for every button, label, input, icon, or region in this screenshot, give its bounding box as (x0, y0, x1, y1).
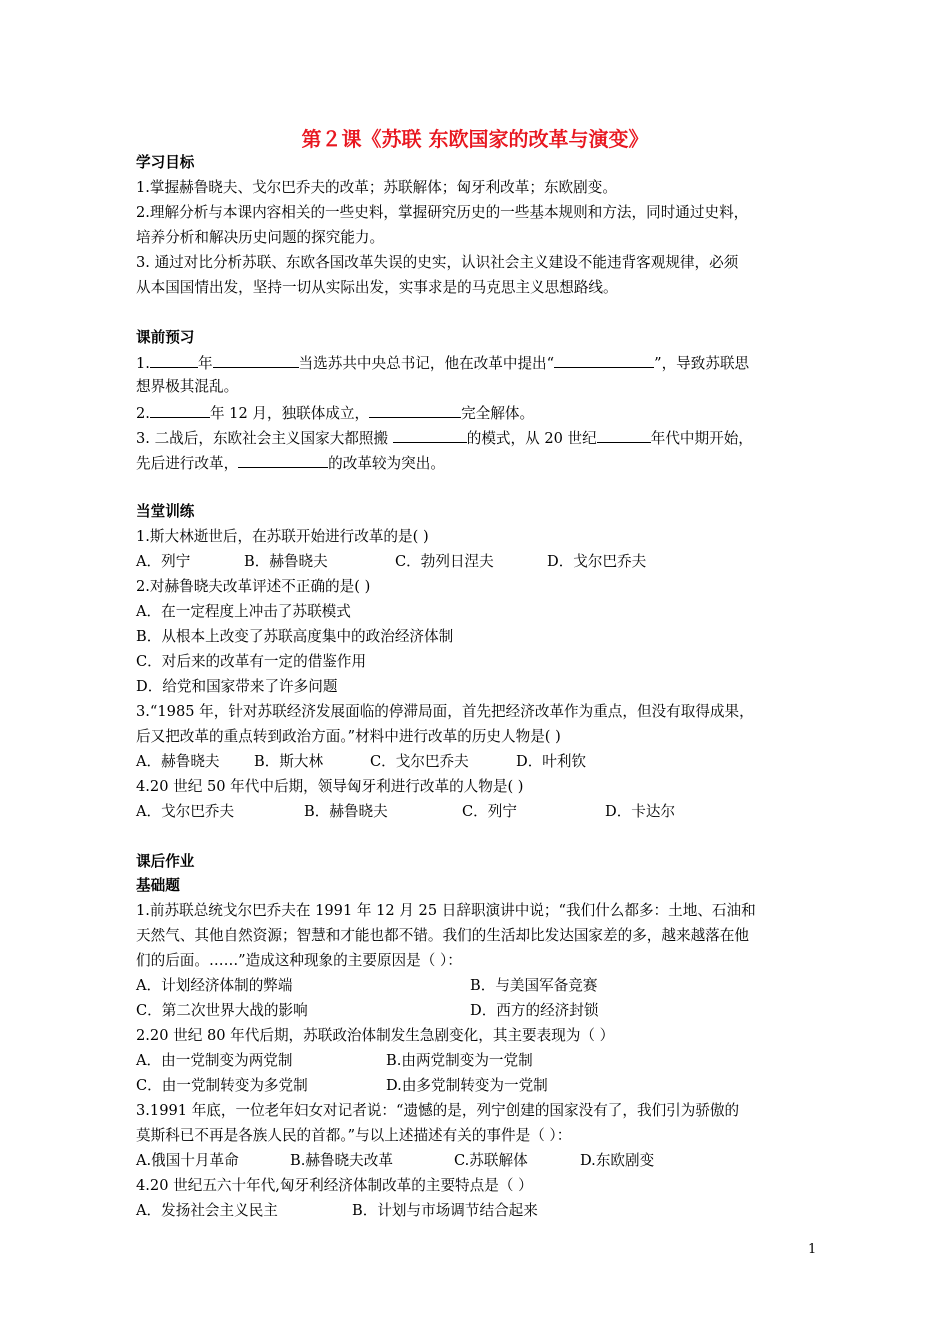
option-c[interactable]: C．戈尔巴乔夫 (370, 753, 469, 770)
goal-3-line-1: 3. 通过对比分析苏联、东欧各国改革失误的史实，认识社会主义建设不能违背客观规律，必须 (136, 254, 739, 271)
preview-q2 (136, 402, 534, 424)
preview-q1-text-b: 当选苏共中央总书记，他在改革中提出“ (298, 355, 555, 372)
subheading-basic: 基础题 (136, 877, 180, 894)
preview-q1-line-2: 想界极其混乱。 (136, 378, 239, 395)
preview-q2-text-b: 完全解体。 (461, 405, 535, 422)
preview-q3-text-b: 的模式，从 20 世纪 (466, 430, 597, 447)
heading-preview: 课前预习 (136, 329, 195, 346)
option-d[interactable]: D．叶利钦 (516, 753, 587, 770)
heading-class-practice: 当堂训练 (136, 503, 195, 520)
option-c[interactable]: C.苏联解体 (454, 1152, 528, 1169)
option-a[interactable]: A．发扬社会主义民主 (136, 1202, 278, 1219)
option-d[interactable]: D．西方的经济封锁 (470, 1002, 599, 1019)
option-b[interactable]: B．从根本上改变了苏联高度集中的政治经济体制 (136, 628, 454, 645)
homework-q1-line-2: 天然气、其他自然资源；智慧和才能也都不错。我们的生活却比发达国家差的多，越来越落在他 (136, 927, 749, 944)
page-number: 1 (808, 1242, 817, 1257)
option-a[interactable]: A．戈尔巴乔夫 (136, 803, 235, 820)
homework-q2-options-cd (136, 1076, 836, 1098)
option-d[interactable]: D．卡达尔 (605, 803, 676, 820)
preview-q2-text-a: 年 12 月，独联体成立， (209, 405, 370, 422)
fill-blank[interactable] (150, 402, 210, 418)
preview-q3-text-a: 3. 二战后，东欧社会主义国家大都照搬 (136, 430, 393, 447)
homework-q3-line-2: 莫斯科已不再是各族人民的首都。”与以上述描述有关的事件是（ ）： (136, 1127, 572, 1144)
option-d[interactable]: D．戈尔巴乔夫 (547, 553, 647, 570)
preview-q1-text-c: ”，导致苏联思 (654, 355, 750, 372)
homework-q3-options (136, 1151, 836, 1173)
practice-q3-options (136, 752, 836, 774)
option-a[interactable]: A.俄国十月革命 (136, 1152, 239, 1169)
fill-blank[interactable] (597, 427, 651, 443)
option-b[interactable]: B．赫鲁晓夫 (244, 553, 328, 570)
lesson-title: 第２课《苏联 东欧国家的改革与演变》 (301, 127, 649, 151)
fill-blank[interactable] (554, 352, 654, 368)
practice-q4: 4.20 世纪 50 年代中后期，领导匈牙利进行改革的人物是( ) (136, 778, 524, 795)
preview-q1-number: 1. (136, 355, 150, 372)
option-b[interactable]: B．计划与市场调节结合起来 (352, 1202, 538, 1219)
homework-q3-line-1: 3.1991 年底，一位老年妇女对记者说：“遗憾的是，列宁创建的国家没有了，我们引为骄傲的 (136, 1102, 740, 1119)
homework-q1-options-cd (136, 1001, 836, 1023)
practice-q4-options (136, 802, 836, 824)
option-a[interactable]: A．赫鲁晓夫 (136, 753, 220, 770)
preview-q3-text-d: 先后进行改革， (136, 455, 239, 472)
goal-1: 1.掌握赫鲁晓夫、戈尔巴乔夫的改革；苏联解体；匈牙利改革；东欧剧变。 (136, 179, 617, 196)
option-a[interactable]: A．在一定程度上冲击了苏联模式 (136, 603, 351, 620)
option-c[interactable]: C．列宁 (462, 803, 517, 820)
option-c[interactable]: C．勃列日涅夫 (395, 553, 494, 570)
option-d[interactable]: D．给党和国家带来了许多问题 (136, 678, 338, 695)
preview-q1-text-a: 年 (197, 355, 213, 372)
heading-homework: 课后作业 (136, 853, 195, 870)
homework-q2-options-ab (136, 1051, 836, 1073)
homework-q1-options-ab (136, 976, 836, 998)
option-d[interactable]: D.东欧剧变 (580, 1152, 655, 1169)
option-b[interactable]: B．赫鲁晓夫 (304, 803, 388, 820)
homework-q1-line-3: 们的后面。……”造成这种现象的主要原因是（ ）： (136, 952, 462, 969)
homework-q4: 4.20 世纪五六十年代,匈牙利经济体制改革的主要特点是（ ） (136, 1177, 533, 1194)
preview-q1-line-1 (136, 352, 749, 374)
heading-learning-goals: 学习目标 (136, 154, 195, 171)
homework-q1-line-1: 1.前苏联总统戈尔巴乔夫在 1991 年 12 月 25 日辞职演讲中说；“我们什么都多：土地、石油和 (136, 902, 756, 919)
goal-3-line-2: 从本国国情出发，坚持一切从实际出发，实事求是的马克思主义思想路线。 (136, 279, 618, 296)
option-b[interactable]: B.由两党制变为一党制 (386, 1052, 533, 1069)
option-c[interactable]: C．第二次世界大战的影响 (136, 1002, 308, 1019)
option-c[interactable]: C．对后来的改革有一定的借鉴作用 (136, 653, 367, 670)
practice-q2: 2.对赫鲁晓夫改革评述不正确的是( ) (136, 578, 371, 595)
practice-q3-line-1: 3.“1985 年，针对苏联经济发展面临的停滞局面，首先把经济改革作为重点，但没有取得成果， (136, 703, 754, 720)
fill-blank[interactable] (393, 427, 467, 443)
preview-q3-text-e: 的改革较为突出。 (328, 455, 445, 472)
practice-q1: 1.斯大林逝世后，在苏联开始进行改革的是( ) (136, 528, 429, 545)
preview-q3-text-c: 年代中期开始， (650, 430, 753, 447)
fill-blank[interactable] (213, 352, 299, 368)
fill-blank[interactable] (150, 352, 198, 368)
option-c[interactable]: C．由一党制转变为多党制 (136, 1077, 308, 1094)
homework-q2: 2.20 世纪 80 年代后期，苏联政治体制发生急剧变化，其主要表现为（ ） (136, 1027, 615, 1044)
option-a[interactable]: A．由一党制变为两党制 (136, 1052, 293, 1069)
practice-q3-line-2: 后又把改革的重点转到政治方面。”材料中进行改革的历史人物是( ) (136, 728, 561, 745)
option-b[interactable]: B．与美国军备竞赛 (470, 977, 598, 994)
homework-q4-options (136, 1201, 836, 1223)
fill-blank[interactable] (238, 452, 328, 468)
goal-2-line-1: 2.理解分析与本课内容相关的一些史料，掌握研究历史的一些基本规则和方法，同时通过史料， (136, 204, 749, 221)
preview-q3-line-2 (136, 452, 445, 474)
fill-blank[interactable] (369, 402, 461, 418)
option-a[interactable]: A．列宁 (136, 553, 191, 570)
option-b[interactable]: B.赫鲁晓夫改革 (290, 1152, 393, 1169)
option-a[interactable]: A．计划经济体制的弊端 (136, 977, 293, 994)
practice-q1-options (136, 552, 836, 574)
preview-q2-number: 2. (136, 405, 150, 422)
goal-2-line-2: 培养分析和解决历史问题的探究能力。 (136, 229, 385, 246)
option-d[interactable]: D.由多党制转变为一党制 (386, 1077, 548, 1094)
preview-q3-line-1 (136, 427, 753, 449)
option-b[interactable]: B．斯大林 (254, 753, 324, 770)
